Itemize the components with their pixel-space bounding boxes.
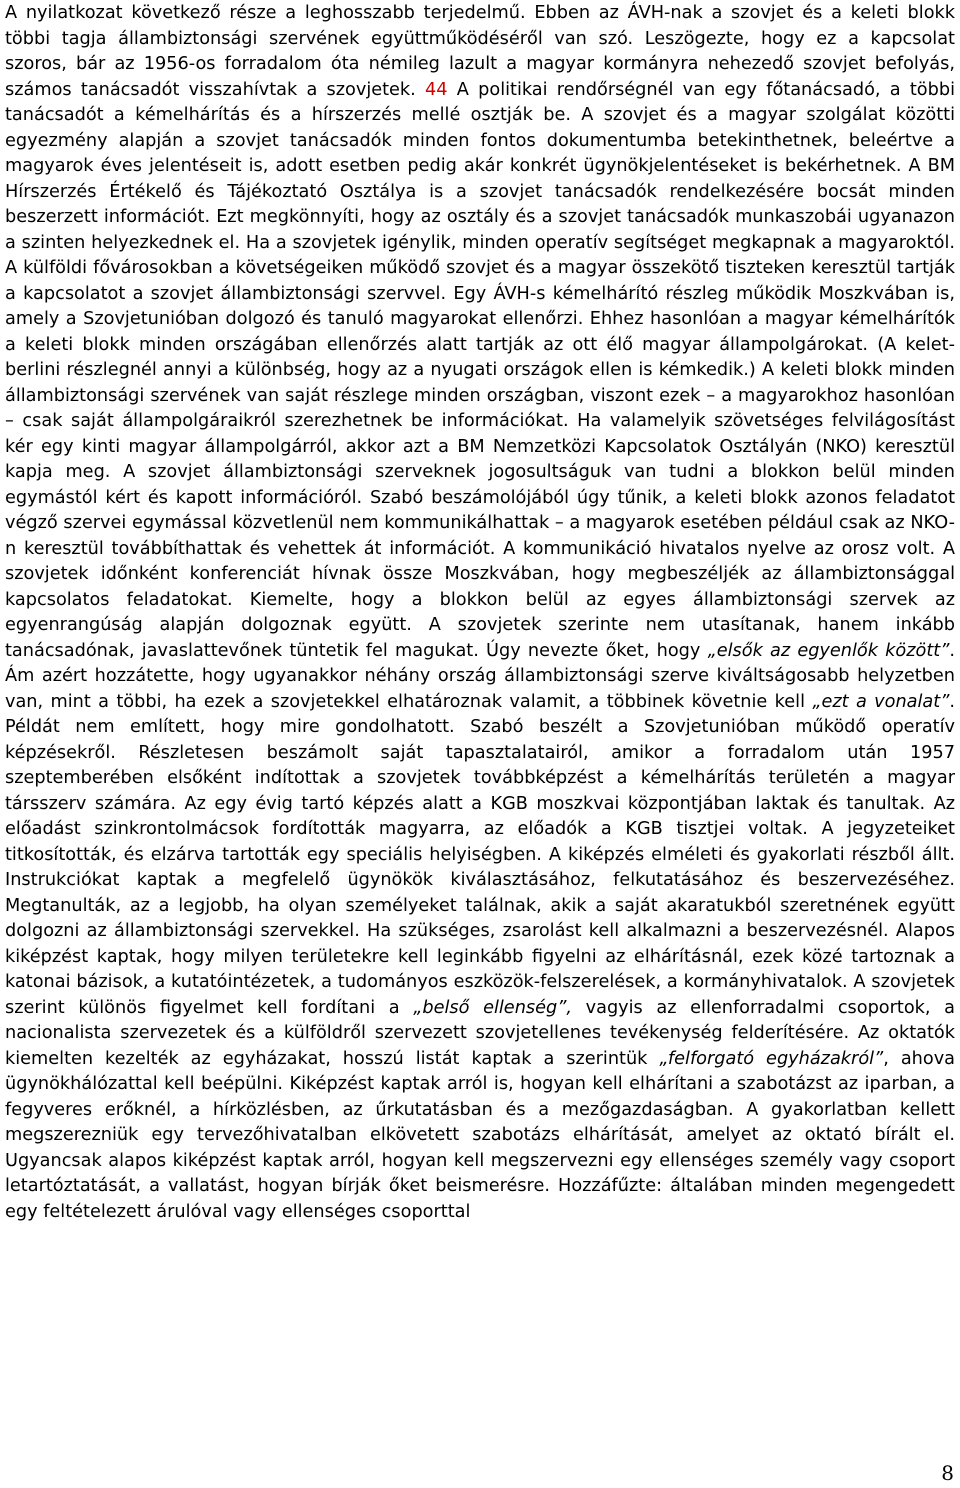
- text-segment: vagyis az ellenforradalmi csoportok, a nacionalista szervezetek és a külföldről szervezett szovjetellenes tevékenység felderítésére. Az oktatók kiemelten kezelték az egyházakat, hosszú listát kaptak a szerintük: [5, 997, 955, 1069]
- quote-emphasis: „felforgató egyházakról”: [659, 1048, 884, 1069]
- quote-emphasis: „ezt a vonalat”: [812, 691, 950, 712]
- text-segment: A nyilatkozat következő része a leghosszabb terjedelmű. Ebben az ÁVH-nak a szovjet és a keleti blokk többi tagja állambiztonsági szervének együttműködéséről van szó. Leszögezte, hogy ez a kapcsolat szoros, bár az 1956-os forradalom óta némileg lazult a magyar kormányra nehezedő szovjet befolyás, számos tanácsadót visszahívtak a szovjetek.: [5, 3, 955, 100]
- quote-emphasis: „belső ellenség”,: [413, 997, 573, 1018]
- text-segment: A politikai rendőrségnél van egy főtanácsadó, a többi tanácsadót a kémelhárítás és a hírszerzés mellé osztják be. A szovjet és a magyar szolgálat közötti egyezmény alapján a szovjet tanácsadók minden fontos dokumentumba betekinthetnek, beleértve a magyarok éves jelentéseit is, adott esetben pedig akár konkrét ügynökjelentéseket is bekérhetnek. A BM Hírszerzés Értékelő és Tájékoztató Osztálya is a szovjet tanácsadók rendelkezésére bocsát minden beszerzett információt. Ezt megkönnyíti, hogy az osztály és a szovjet tanácsadók munkaszobái ugyanazon a szinten helyezkednek el. Ha a szovjetek igénylik, minden operatív segítséget megkapnak a magyaroktól. A külföldi fővárosokban a követségeiken működő szovjet és a magyar összekötő tiszteken keresztül tartják a kapcsolatot a szovjet állambiztonsági szervvel. Egy ÁVH-s kémelhárító részleg működik Moszkvában is, amely a Szovjetunióban dolgozó és tanuló magyarokat ellenőrzi. Ehhez hasonlóan a magyar kémelhárítók a keleti blokk minden országában ellenőrzés alatt tartják az ott élő magyar állampolgárokat. (A kelet-berlini részlegnél annyi a különbség, hogy az a nyugati országok ellen is kémkedik.) A keleti blokk minden állambiztonsági szervének van saját részlege minden országban, viszont ezek – a magyarokhoz hasonlóan – csak saját állampolgáraikról szerezhetnek be információkat. Ha valamelyik szövetséges felvilágosítást kér egy kinti magyar állampolgárról, akkor azt a BM Nemzetközi Kapcsolatok Osztályán (NKO) keresztül kapja meg. A szovjet állambiztonsági szerveknek jogosultságuk van tudni a blokkon belül minden egymástól kért és kapott információról. Szabó beszámolójából úgy tűnik, a keleti blokk azonos feladatot végző szervei egymással közvetlenül nem kommunikálhattak – a magyarok esetében például csak az NKO-n keresztül továbbíthattak és vehettek át információt. A kommunikáció hivatalos nyelve az orosz volt. A szovjetek időnként konferenciát hívnak össze Moszkvában, hogy megbeszéljék az állambiztonsággal kapcsolatos feladatokat. Kiemelte, hogy a blokkon belül az egyes állambiztonsági szervek az egyenrangúság alapján dolgoznak együtt. A szovjetek szerinte nem utasítanak, hanem inkább tanácsadónak, javaslattevőnek tüntetik fel magukat. Úgy nevezte őket, hogy: [5, 79, 955, 661]
- footnote-reference[interactable]: 44: [425, 79, 448, 100]
- quote-emphasis: „elsők az egyenlők között”: [707, 640, 950, 661]
- text-segment: . Példát nem említett, hogy mire gondolhatott. Szabó beszélt a Szovjetunióban működő operatív képzésekről. Részletesen beszámolt saját tapasztalatairól, amikor a forradalom után 1957 szeptemberében elsőként indítottak a szovjetek továbbképzést a kémelhárítás területén a magyar társszerv számára. Az egy évig tartó képzés alatt a KGB moszkvai központjában laktak és tanultak. Az előadást szinkrontolmácsok fordították magyarra, az előadók a KGB tisztjei voltak. A jegyzeteiket titkosították, és elzárva tartották egy speciális helyiségben. A kiképzés elméleti és gyakorlati részből állt. Instrukciókat kaptak a megfelelő ügynökök kiválasztásához, felkutatásához és beszervezéséhez. Megtanulták, az a legjobb, ha olyan személyeket találnak, akik a saját akaratukból szeretnének együtt dolgozni az állambiztonsági szervekkel. Ha szükséges, zsarolást kell alkalmazni a beszervezésnél. Alapos kiképzést kaptak, hogy milyen területekre kell leginkább figyelni az elhárításnál, ezek közé tartoznak a katonai bázisok, a kutatóintézetek, a tudományos eszközök-felszerelések, a kormányhivatalok. A szovjetek szerint különös figyelmet kell fordítani a: [5, 691, 955, 1018]
- text-segment: . Ám azért hozzátette, hogy ugyanakkor néhány ország állambiztonsági szerve kiváltságosabb helyzetben van, mint a többi, ha ezek a szovjetekkel elhatároznak valamit, a többinek követnie kell: [5, 640, 955, 712]
- body-paragraph: [5, 1, 955, 1225]
- page-number: 8: [941, 1461, 954, 1485]
- text-segment: , ahova ügynökhálózattal kell beépülni. Kiképzést kaptak arról is, hogyan kell elhárítani a szabotázst az iparban, a fegyveres erőknél, a hírközlésben, az űrkutatásban és a mezőgazdaságban. A gyakorlatban kellett megszerezniük egy tervezőhivatalban elkövetett szabotázs elhárítását, amelyet az oktató bírált el. Ugyancsak alapos kiképzést kaptak arról, hogyan kell megszervezni egy ellenséges személy vagy csoport letartóztatását, a vallatást, hogyan bírják őket beismerésre. Hozzáfűzte: általában minden megengedett egy feltételezett árulóval vagy ellenséges csoporttal: [5, 1048, 956, 1222]
